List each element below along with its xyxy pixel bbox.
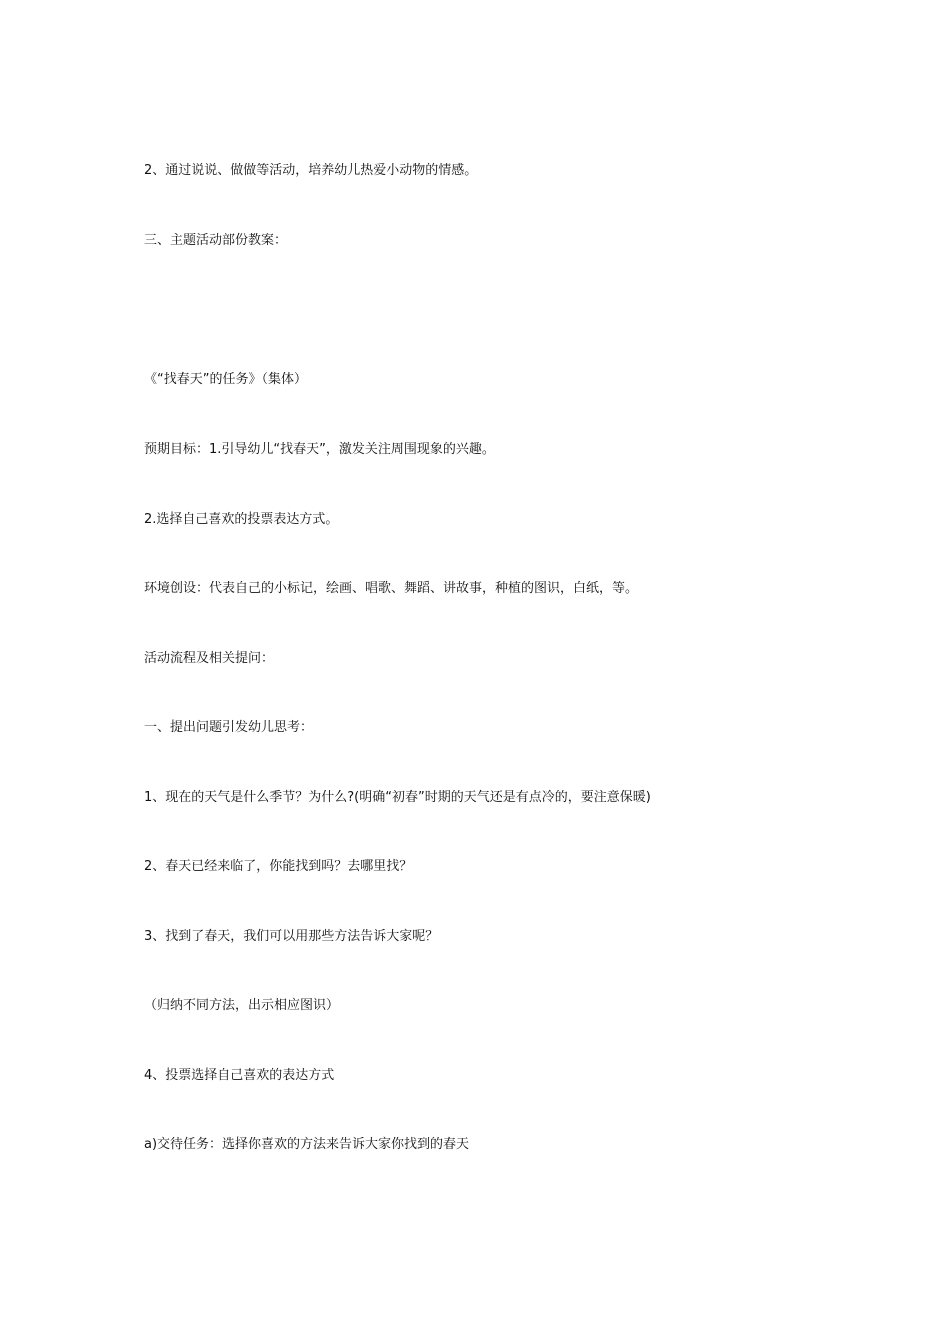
paragraph-activity-flow: 活动流程及相关提问： (144, 651, 275, 666)
section-heading-lesson-plans: 三、主题活动部份教案： (144, 233, 288, 248)
activity-title: 《“找春天”的任务》（集体） (144, 372, 307, 387)
question-4: 4、投票选择自己喜欢的表达方式 (144, 1068, 335, 1083)
paragraph-goal-2: 2、通过说说、做做等活动，培养幼儿热爱小动物的情感。 (144, 163, 478, 178)
paragraph-goal-choose-method: 2.选择自己喜欢的投票表达方式。 (144, 512, 339, 527)
paragraph-summarize-note: （归纳不同方法，出示相应图识） (144, 998, 340, 1013)
question-1: 1、现在的天气是什么季节？为什么?(明确“初春”时期的天气还是有点冷的，要注意保暖) (144, 790, 651, 805)
paragraph-task-a: a)交待任务：选择你喜欢的方法来告诉大家你找到的春天 (144, 1137, 470, 1152)
question-2: 2、春天已经来临了，你能找到吗？去哪里找？ (144, 859, 413, 874)
paragraph-environment-setup: 环境创设：代表自己的小标记，绘画、唱歌、舞蹈、讲故事，种植的图识，白纸，等。 (144, 581, 639, 596)
paragraph-expected-goals: 预期目标：1.引导幼儿“找春天”，激发关注周围现象的兴趣。 (144, 442, 495, 457)
paragraph-step-one: 一、提出问题引发幼儿思考： (144, 720, 314, 735)
question-3: 3、找到了春天，我们可以用那些方法告诉大家呢？ (144, 929, 439, 944)
